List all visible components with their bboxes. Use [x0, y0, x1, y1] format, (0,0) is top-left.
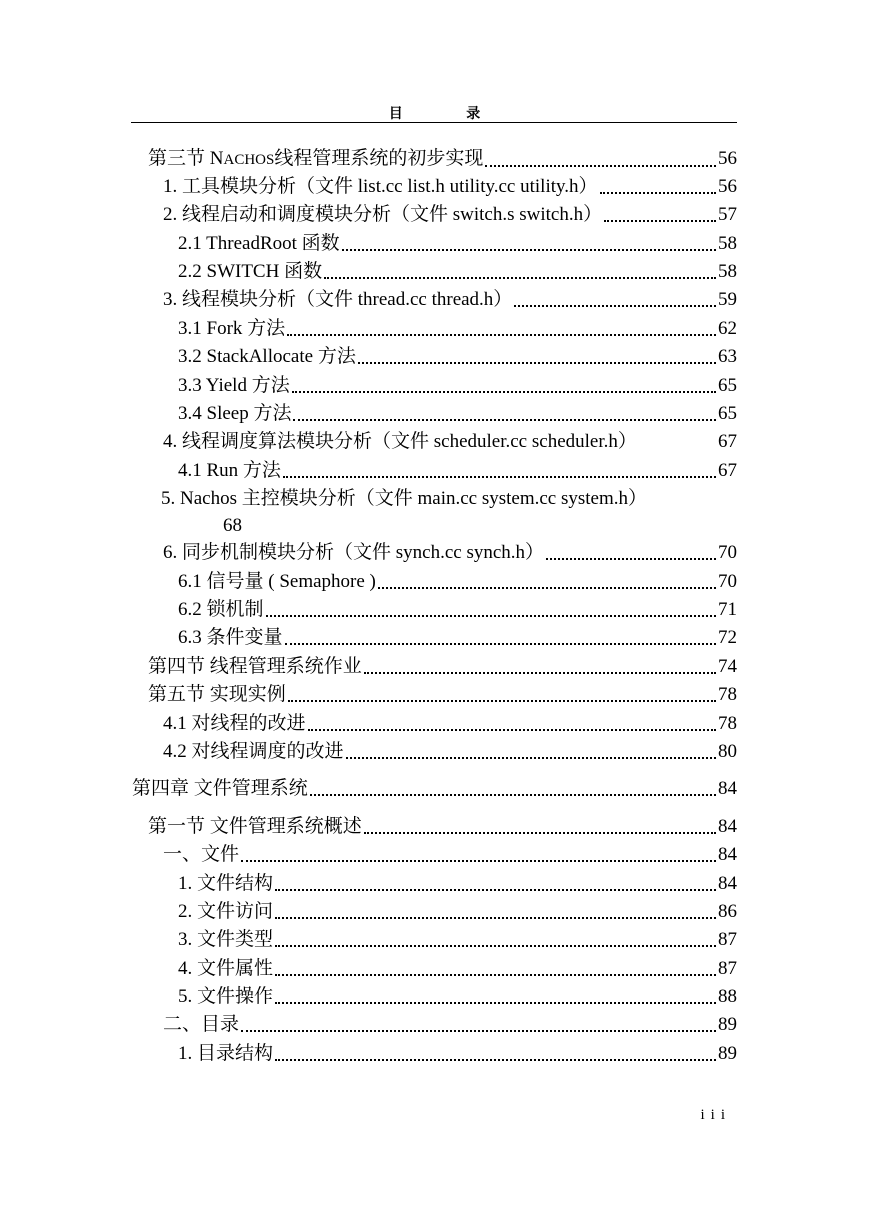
toc-leader-dots: [324, 277, 716, 279]
toc-page-number: 88: [718, 986, 737, 1007]
toc-entry[interactable]: [163, 175, 737, 199]
toc-entry-title: 5. 文件操作: [178, 986, 274, 1007]
toc-entry-title: 6.3 条件变量: [178, 627, 283, 648]
toc-page-number: 56: [718, 148, 737, 169]
toc-page-number: 84: [718, 844, 737, 865]
toc-entry-title: 第五节 实现实例: [148, 684, 286, 705]
toc-entry-title: 4. 文件属性: [178, 958, 274, 979]
toc-leader-dots: [378, 587, 716, 589]
toc-entry[interactable]: [163, 843, 737, 867]
toc-entry[interactable]: [178, 985, 737, 1009]
toc-entry[interactable]: [178, 402, 737, 426]
toc-page-number: 84: [718, 778, 737, 799]
toc-entry[interactable]: [178, 260, 737, 284]
toc-page-number: 84: [718, 873, 737, 894]
toc-entry-title: 3. 文件类型: [178, 929, 274, 950]
toc-leader-dots: [241, 860, 716, 862]
toc-entry-title: 6.1 信号量 ( Semaphore ): [178, 571, 376, 592]
toc-leader-dots: [346, 757, 716, 759]
toc-entry[interactable]: [163, 288, 737, 312]
toc-page-number: 63: [718, 346, 737, 367]
toc-page-number: 87: [718, 929, 737, 950]
toc-entry-title: 第四章 文件管理系统: [132, 778, 308, 799]
toc-page-number: 67: [718, 431, 737, 452]
toc-entry[interactable]: [148, 147, 737, 172]
toc-entry-title: 4. 线程调度算法模块分析（文件 scheduler.cc scheduler.h）: [163, 431, 637, 452]
toc-entry-title: 第四节 线程管理系统作业: [148, 656, 362, 677]
toc-leader-dots: [288, 700, 716, 702]
toc-entry-title: 1. 目录结构: [178, 1043, 274, 1064]
toc-entry-title: 2.2 SWITCH 函数: [178, 261, 323, 282]
toc-entry[interactable]: [178, 374, 737, 398]
toc-entry[interactable]: [163, 740, 737, 764]
toc-page-number: 74: [718, 656, 737, 677]
toc-entry[interactable]: [178, 317, 737, 341]
toc-entry-title: 1. 文件结构: [178, 873, 274, 894]
toc-entry-title: 3.2 StackAllocate 方法: [178, 346, 356, 367]
toc-entry-title: 3. 线程模块分析（文件 thread.cc thread.h）: [163, 289, 513, 310]
toc-leader-dots: [546, 558, 716, 560]
toc-leader-dots: [241, 1030, 716, 1032]
toc-leader-dots: [600, 192, 716, 194]
toc-leader-dots: [275, 945, 716, 947]
toc-entry-title: 2. 线程启动和调度模块分析（文件 switch.s switch.h）: [163, 204, 603, 225]
toc-page-number: 58: [718, 233, 737, 254]
toc-entry-title: 6.2 锁机制: [178, 599, 264, 620]
toc-leader-dots: [275, 917, 716, 919]
toc-leader-dots: [485, 165, 716, 167]
toc-entry[interactable]: [178, 345, 737, 369]
toc-entry-title: 6. 同步机制模块分析（文件 synch.cc synch.h）: [163, 542, 545, 563]
toc-entry[interactable]: [178, 1042, 737, 1066]
toc-entry[interactable]: [148, 815, 737, 839]
toc-entry-chapter[interactable]: [132, 777, 737, 801]
toc-entry-title: 4.1 对线程的改进: [163, 713, 306, 734]
toc-page-number: 58: [718, 261, 737, 282]
toc-leader-dots: [275, 1002, 716, 1004]
toc-entry-title: 3.3 Yield 方法: [178, 375, 290, 396]
toc-page-number: 84: [718, 816, 737, 837]
toc-page-number: 57: [718, 204, 737, 225]
toc-leader-dots: [266, 615, 716, 617]
toc-entry[interactable]: [148, 683, 737, 707]
toc-page-number: 67: [718, 460, 737, 481]
toc-entry[interactable]: [178, 957, 737, 981]
toc-entry[interactable]: [163, 712, 737, 736]
toc-entry-title: 3.4 Sleep 方法: [178, 403, 292, 424]
toc-entry-title: 5. Nachos 主控模块分析（文件 main.cc system.cc system.h）: [161, 488, 648, 509]
toc-leader-dots: [287, 334, 716, 336]
toc-entry-title: 2. 文件访问: [178, 901, 274, 922]
page-header-title: 目 录: [388, 107, 511, 122]
toc-leader-dots: [285, 643, 716, 645]
toc-leader-dots: [364, 672, 716, 674]
toc-page-number: 59: [718, 289, 737, 310]
toc-page-number: 70: [718, 542, 737, 563]
toc-page-number: 71: [718, 599, 737, 620]
toc-entry[interactable]: [178, 232, 737, 256]
toc-page-number: 65: [718, 403, 737, 424]
toc-entry[interactable]: [178, 626, 737, 650]
toc-page-number: 78: [718, 684, 737, 705]
toc-page-number: 68: [223, 515, 242, 536]
toc-leader-dots: [358, 362, 716, 364]
toc-entry-title: 第三节 NACHOS线程管理系统的初步实现: [148, 148, 484, 169]
toc-leader-dots: [310, 794, 716, 796]
footer-page-number: iii: [700, 1107, 731, 1123]
toc-entry[interactable]: [161, 487, 737, 538]
toc-entry-title: 2.1 ThreadRoot 函数: [178, 233, 340, 254]
toc-page-number: 72: [718, 627, 737, 648]
toc-leader-dots: [275, 974, 716, 976]
toc-page-number: 70: [718, 571, 737, 592]
toc-entry[interactable]: [163, 1013, 737, 1037]
toc-entry[interactable]: [163, 430, 737, 454]
toc-page-number: 87: [718, 958, 737, 979]
toc-leader-dots: [364, 832, 716, 834]
toc-leader-dots: [275, 889, 716, 891]
toc-entry-title: 二、目录: [163, 1014, 240, 1035]
toc-entry[interactable]: [178, 570, 737, 594]
toc-entry[interactable]: [148, 655, 737, 679]
toc-leader-dots: [308, 729, 716, 731]
toc-entry-title: 4.1 Run 方法: [178, 460, 281, 481]
toc-page-number: 86: [718, 901, 737, 922]
toc-leader-dots: [342, 249, 716, 251]
toc-entry[interactable]: [178, 900, 737, 924]
toc-leader-dots: [604, 220, 716, 222]
toc-entry-title: 3.1 Fork 方法: [178, 318, 286, 339]
toc-entry-title: 第一节 文件管理系统概述: [148, 816, 362, 837]
toc-page-number: 78: [718, 713, 737, 734]
toc-entry[interactable]: [163, 203, 737, 227]
toc-entry[interactable]: [178, 459, 737, 483]
toc-leader-dots: [514, 305, 716, 307]
toc-page-number: 56: [718, 176, 737, 197]
toc-entry-title: 1. 工具模块分析（文件 list.cc list.h utility.cc utility.h）: [163, 176, 598, 197]
toc-page-number: 89: [718, 1043, 737, 1064]
toc-entry[interactable]: [178, 928, 737, 952]
toc-leader-dots: [283, 476, 716, 478]
toc-entry[interactable]: [163, 541, 737, 565]
toc-leader-dots: [293, 419, 716, 421]
toc-page-number: 80: [718, 741, 737, 762]
toc-entry-title: 4.2 对线程调度的改进: [163, 741, 344, 762]
toc-leader-dots: [275, 1059, 716, 1061]
toc-leader-dots: [292, 391, 716, 393]
toc-entry[interactable]: [178, 598, 737, 622]
toc-entry[interactable]: [178, 872, 737, 896]
toc-page-number: 62: [718, 318, 737, 339]
toc-page-number: 65: [718, 375, 737, 396]
toc-entry-title: 一、文件: [163, 844, 240, 865]
toc-page-number: 89: [718, 1014, 737, 1035]
